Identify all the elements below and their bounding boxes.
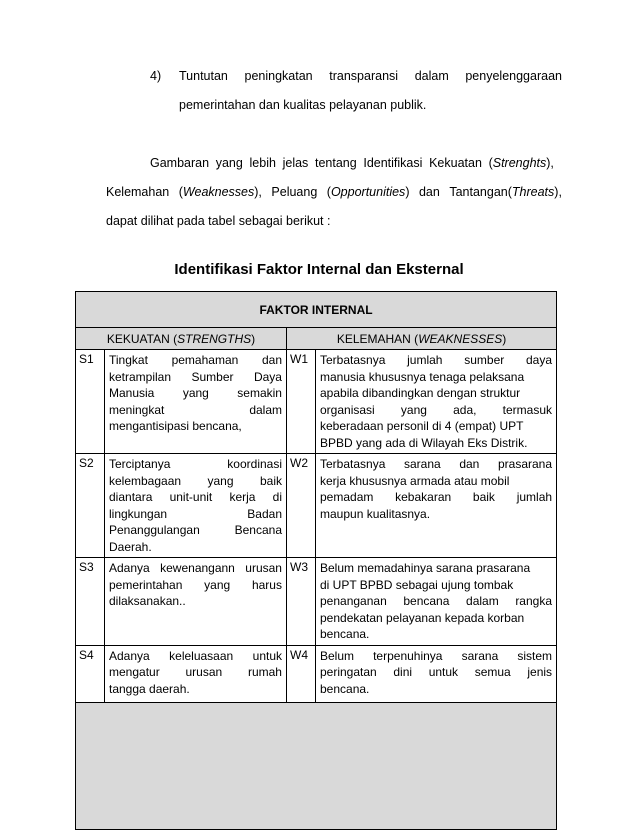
paragraph-line-1-end: ), [546, 156, 554, 170]
strength-text-word: Tingkat [109, 353, 148, 367]
weakness-code: W1 [287, 350, 316, 454]
weakness-text-word: semua [474, 665, 511, 679]
strength-text-word: keleluasaan [169, 648, 234, 663]
weakness-text-line: keberadaan personil di 4 (empat) UPT [320, 419, 524, 433]
weakness-text-line [320, 352, 552, 369]
weakness-text-line: kerja khususnya armada atau mobil [320, 473, 510, 488]
table-title: Identifikasi Faktor Internal dan Eksternal [174, 261, 464, 278]
strength-text-line: mengantisipasi bencana, [109, 419, 242, 433]
weakness-text-word: sistem [517, 648, 553, 663]
strength-text-word: kerja [229, 490, 256, 504]
strength-text-word: semakin [237, 386, 282, 400]
weakness-text-word: bencana [403, 594, 450, 608]
weaknesses-header-text: KELEMAHAN ( [336, 331, 419, 346]
weakness-text-line: maupun kualitasnya. [320, 506, 431, 521]
list-item-line-1-word: Tuntutan [179, 69, 228, 83]
strength-text-word: unit-unit [169, 490, 213, 504]
strength-text-word: Penanggulangan [109, 523, 200, 537]
strength-text-word: Manusia [109, 386, 155, 400]
strength-text [105, 645, 287, 702]
weakness-text-word: pemadam [320, 490, 374, 504]
weakness-text [316, 558, 557, 646]
strength-text-word: Bencana [234, 523, 282, 537]
weakness-text-word: untuk [428, 665, 459, 679]
weakness-text-word: penanganan [320, 594, 387, 608]
strength-text-word: yang [204, 577, 231, 592]
weaknesses-header [287, 328, 557, 350]
paragraph-line-2-word: (Opportunities) [326, 185, 410, 199]
strength-text-line [109, 664, 282, 681]
weakness-text-line: apabila dibandingkan dengan struktur [320, 386, 521, 400]
weakness-text-line: manusia khususnya tenaga pelaksana [320, 369, 525, 384]
strength-code: S1 [76, 350, 105, 454]
strength-text [105, 350, 287, 454]
strength-text-word: meningkat [109, 402, 165, 417]
weakness-code: W3 [287, 558, 316, 646]
strength-text [105, 558, 287, 646]
weakness-text-word: termasuk [502, 402, 553, 417]
strength-text-word: dan [261, 353, 282, 367]
weakness-text-line: BPBD yang ada di Wilayah Eks Distrik. [320, 435, 528, 450]
list-item-line-1-word: transparansi [329, 69, 399, 83]
paragraph-line-3: dapat dilihat pada tabel sebagai berikut : [106, 214, 331, 228]
table-row [76, 645, 557, 702]
table-row [76, 454, 557, 558]
strength-text-word: untuk [252, 648, 282, 663]
weakness-text [316, 645, 557, 702]
weakness-text-word: Terbatasnya [320, 457, 386, 471]
strength-text-word: Terciptanya [109, 457, 171, 471]
strength-text-line [109, 402, 282, 419]
strength-text-line [109, 560, 282, 577]
paragraph-line-2-word: (Weaknesses), [178, 185, 262, 199]
paragraph-line-1-italic: Strenghts [492, 156, 547, 170]
weakness-text-word: dalam [466, 594, 499, 608]
strength-text-line [109, 385, 282, 402]
weakness-text-line [320, 593, 552, 610]
weakness-text-word: rangka [515, 594, 553, 608]
paragraph-line-2-word: Tantangan(Threats), [449, 185, 562, 199]
strengths-header-text: KEKUATAN ( [106, 331, 178, 346]
strength-text-word: Badan [247, 506, 282, 521]
weaknesses-header-italic: WEAKNESSES [418, 331, 503, 346]
weakness-text-word: sarana [461, 648, 499, 663]
strength-text-word: lingkungan [109, 506, 168, 521]
strength-text-line: tangga daerah. [109, 681, 190, 696]
weakness-text-word: baik [472, 490, 495, 504]
strength-text-line [109, 369, 282, 386]
strength-text-word: di [272, 490, 282, 504]
strength-text-line [109, 577, 282, 594]
strength-text-line [109, 648, 282, 665]
weaknesses-header-end: ) [502, 331, 507, 346]
strength-text-line [109, 489, 282, 506]
weakness-text-word: sumber [464, 353, 505, 367]
strength-text-word: kelembagaan [109, 473, 182, 488]
table-row [76, 558, 557, 646]
strength-text-line [109, 506, 282, 523]
weakness-text-word: jenis [527, 665, 553, 679]
strengths-header [76, 328, 287, 350]
strength-text-word: pemahaman [171, 353, 239, 367]
weakness-text-line: Belum memadahinya sarana prasarana [320, 561, 531, 575]
strength-text-word: dalam [249, 402, 282, 417]
strength-text-word: yang [182, 386, 209, 400]
weakness-text-word: Belum [320, 648, 355, 663]
strength-text-word: urusan [185, 665, 223, 679]
strength-text-line [109, 456, 282, 473]
weakness-text-line: bencana. [320, 627, 370, 641]
weakness-text-line: pendekatan pelayanan kepada korban [320, 610, 525, 625]
strength-text-line [109, 522, 282, 539]
weakness-text-line [320, 648, 552, 665]
weakness-text-word: sarana [404, 457, 441, 471]
strength-text-word: rumah [247, 665, 282, 679]
weakness-text-word: terpenuhinya [373, 648, 443, 663]
strength-text-word: diantara [109, 490, 153, 504]
strength-text-word: ketrampilan [109, 369, 172, 384]
weakness-text-line: bencana. [320, 681, 370, 696]
weakness-text-word: Terbatasnya [320, 353, 386, 367]
strength-text-word: koordinasi [227, 457, 282, 471]
strength-text-word: baik [259, 473, 282, 488]
weakness-text-word: peringatan [320, 665, 377, 679]
strength-text-word: mengatur [109, 665, 160, 679]
strength-text-word: Adanya [109, 561, 150, 575]
list-item-line-1 [179, 68, 562, 84]
weakness-code: W4 [287, 645, 316, 702]
weakness-text-word: prasarana [497, 457, 553, 471]
list-item-line-1-word: peningkatan [244, 69, 313, 83]
strength-text-word: Daya [253, 369, 282, 384]
strength-text-word: yang [207, 473, 234, 488]
list-item-line-2: pemerintahan dan kualitas pelayanan publik. [179, 98, 427, 112]
paragraph-line-1 [150, 155, 562, 171]
strength-code: S4 [76, 645, 105, 702]
list-item-number: 4) [150, 69, 162, 83]
strength-text-line: dilaksanakan.. [109, 594, 186, 608]
strength-text-line: Daerah. [109, 539, 152, 554]
weakness-text-word: ada, [453, 402, 477, 417]
weakness-text-word: dan [459, 457, 480, 471]
weakness-text [316, 350, 557, 454]
weakness-text-line: di UPT BPBD sebagai ujung tombak [320, 577, 514, 592]
strength-code: S2 [76, 454, 105, 558]
paragraph-line-2-word: dan [418, 185, 440, 199]
strengths-header-italic: STRENGTHS [177, 331, 252, 346]
weakness-text-word: kebakaran [395, 490, 452, 504]
paragraph-line-2-word: Peluang [271, 185, 318, 199]
weakness-text-line [320, 489, 552, 506]
strength-text-word: kewenangann [160, 561, 235, 575]
table-empty-row [76, 702, 557, 829]
paragraph-line-2-word: Kelemahan [106, 185, 170, 199]
table-row [76, 350, 557, 454]
swot-table [75, 291, 557, 830]
list-item-line-1-word: dalam [414, 69, 449, 83]
weakness-text-line [320, 402, 552, 419]
strength-text-word: harus [251, 577, 282, 592]
weakness-text-word: jumlah [407, 353, 443, 367]
weakness-text-word: jumlah [516, 490, 553, 504]
strength-code: S3 [76, 558, 105, 646]
weakness-text-word: daya [526, 353, 553, 367]
strength-text-word: pemerintahan [109, 577, 183, 592]
table-header: FAKTOR INTERNAL [76, 292, 557, 328]
strength-text [105, 454, 287, 558]
weakness-text-word: yang [400, 402, 427, 417]
strength-text-line [109, 352, 282, 369]
strengths-header-end: ) [251, 331, 256, 346]
strength-text-word: urusan [245, 561, 282, 575]
weakness-text-line [320, 664, 552, 681]
paragraph-line-2 [106, 184, 562, 200]
weakness-code: W2 [287, 454, 316, 558]
weakness-text [316, 454, 557, 558]
strength-text-word: Adanya [109, 648, 150, 663]
weakness-text-line [320, 456, 552, 473]
paragraph-line-1-text: Gambaran yang lebih jelas tentang Identifikasi Kekuatan ( [150, 156, 493, 170]
weakness-text-word: organisasi [320, 402, 375, 417]
strength-text-word: Sumber [191, 369, 234, 384]
weakness-text-word: dini [393, 665, 413, 679]
strength-text-line [109, 473, 282, 490]
list-item-line-1-word: penyelenggaraan [465, 69, 562, 83]
